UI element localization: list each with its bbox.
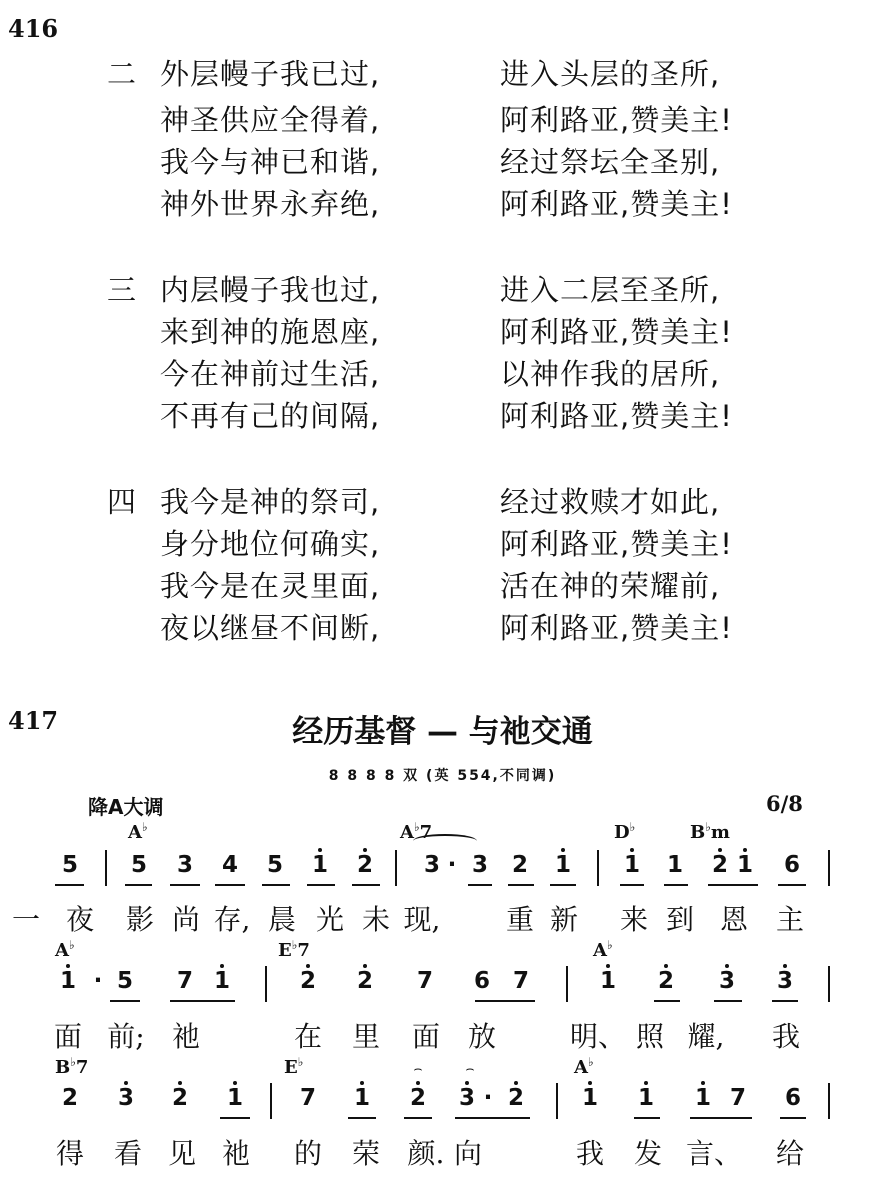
jianpu-note: 2 — [409, 1085, 426, 1111]
lyric-line: 阿利路亚,赞美主! — [500, 315, 733, 349]
bar-line — [270, 1083, 272, 1119]
score-lyric: 祂 — [171, 1020, 200, 1053]
octave-dot-high — [360, 1081, 364, 1085]
bar-line — [566, 966, 568, 1002]
tie-arc — [413, 834, 477, 848]
lyric-line: 内层幔子我也过, — [160, 273, 381, 307]
score-lyric: 前; — [107, 1020, 145, 1053]
octave-dot-high — [306, 964, 310, 968]
score-lyric: 未 — [361, 903, 390, 936]
beam-underline — [110, 1000, 140, 1002]
beam-underline — [550, 884, 576, 886]
score-lyric: 向 — [453, 1137, 482, 1170]
jianpu-note: · — [483, 1085, 493, 1111]
score-lyric: 荣 — [351, 1137, 380, 1170]
lyric-line: 阿利路亚,赞美主! — [500, 399, 733, 433]
meter-label: 8 8 8 8 双 (英 554,不同调) — [328, 768, 557, 784]
fermata-icon: ⌢ — [413, 1061, 423, 1077]
score-lyric: 发 — [633, 1137, 662, 1170]
jianpu-note: 1 — [581, 1085, 598, 1111]
octave-dot-high — [178, 1081, 182, 1085]
jianpu-note: 1 — [311, 852, 328, 878]
score-lyric: 存, — [213, 903, 251, 936]
beam-underline — [307, 884, 335, 886]
jianpu-note: 6 — [783, 852, 800, 878]
lyric-line: 经过祭坛全圣别, — [500, 145, 721, 179]
stanza-number: 二 — [107, 57, 137, 91]
chord-symbol: A♭ — [574, 1055, 594, 1078]
score-lyric: 光 — [315, 903, 344, 936]
jianpu-note: 7 — [729, 1085, 746, 1111]
octave-dot-high — [664, 964, 668, 968]
fermata-icon: ⌢ — [465, 1061, 475, 1077]
score-lyric: 面 — [411, 1020, 440, 1053]
score-lyric: 来 — [619, 903, 648, 936]
score-lyric: 明、 — [570, 1020, 627, 1053]
octave-dot-high — [644, 1081, 648, 1085]
jianpu-note: 1 — [736, 852, 753, 878]
score-lyric: 一 — [11, 903, 40, 936]
beam-underline — [455, 1117, 530, 1119]
bar-line — [556, 1083, 558, 1119]
beam-underline — [468, 884, 492, 886]
beam-underline — [352, 884, 380, 886]
jianpu-note: 3 — [776, 968, 793, 994]
chord-symbol: E♭7 — [278, 938, 310, 961]
beam-underline — [714, 1000, 742, 1002]
beam-underline — [634, 1117, 660, 1119]
jianpu-note: 2 — [657, 968, 674, 994]
octave-dot-high — [66, 964, 70, 968]
stanza-number: 三 — [107, 273, 137, 307]
score-lyric: 祂 — [221, 1137, 250, 1170]
octave-dot-high — [701, 1081, 705, 1085]
beam-underline — [55, 884, 84, 886]
octave-dot-high — [124, 1081, 128, 1085]
beam-underline — [620, 884, 644, 886]
lyric-line: 进入二层至圣所, — [500, 273, 721, 307]
jianpu-note: 2 — [299, 968, 316, 994]
score-lyric: 我 — [771, 1020, 800, 1053]
jianpu-note: 7 — [416, 968, 433, 994]
jianpu-note: 1 — [637, 1085, 654, 1111]
lyric-line: 进入头层的圣所, — [500, 57, 721, 91]
octave-dot-high — [561, 848, 565, 852]
jianpu-note: 1 — [554, 852, 571, 878]
jianpu-note: · — [93, 968, 103, 994]
stanza-number: 四 — [107, 485, 137, 519]
beam-underline — [654, 1000, 680, 1002]
beam-underline — [215, 884, 245, 886]
hymn-number-416: 416 — [8, 14, 59, 43]
lyric-line: 以神作我的居所, — [500, 357, 721, 391]
score-lyric: 我 — [575, 1137, 604, 1170]
beam-underline — [220, 1117, 250, 1119]
jianpu-note: 2 — [511, 852, 528, 878]
score-lyric: 看 — [113, 1137, 142, 1170]
score-lyric: 尚 — [171, 903, 200, 936]
beam-underline — [262, 884, 290, 886]
score-lyric: 面 — [53, 1020, 82, 1053]
octave-dot-high — [363, 964, 367, 968]
beam-underline — [780, 1117, 806, 1119]
jianpu-note: 7 — [512, 968, 529, 994]
bar-line — [395, 850, 397, 886]
jianpu-note: 3 — [117, 1085, 134, 1111]
chord-symbol: A♭ — [128, 820, 148, 843]
lyric-line: 我今与神已和谐, — [160, 145, 381, 179]
chord-symbol: A♭ — [55, 938, 75, 961]
lyric-line: 身分地位何确实, — [160, 527, 381, 561]
score-lyric: 放 — [467, 1020, 496, 1053]
jianpu-note: 4 — [221, 852, 238, 878]
bar-line — [828, 1083, 830, 1119]
lyric-line: 阿利路亚,赞美主! — [500, 103, 733, 137]
jianpu-note: 2 — [171, 1085, 188, 1111]
score-lyric: 言、 — [686, 1137, 743, 1170]
jianpu-note: 1 — [623, 852, 640, 878]
score-lyric: 恩 — [719, 903, 748, 936]
beam-underline — [708, 884, 758, 886]
chord-symbol: A♭ — [593, 938, 613, 961]
score-lyric: 给 — [775, 1137, 804, 1170]
jianpu-note: 1 — [213, 968, 230, 994]
jianpu-note: 5 — [116, 968, 133, 994]
chord-symbol: D♭ — [614, 820, 636, 843]
lyric-line: 今在神前过生活, — [160, 357, 381, 391]
score-lyric: 在 — [293, 1020, 322, 1053]
jianpu-note: 1 — [353, 1085, 370, 1111]
jianpu-note: 5 — [130, 852, 147, 878]
octave-dot-high — [743, 848, 747, 852]
jianpu-note: 3 — [423, 852, 440, 878]
beam-underline — [772, 1000, 798, 1002]
octave-dot-high — [630, 848, 634, 852]
jianpu-note: 2 — [711, 852, 728, 878]
score-lyric: 的 — [293, 1137, 322, 1170]
jianpu-note: 7 — [176, 968, 193, 994]
jianpu-note: 6 — [473, 968, 490, 994]
octave-dot-high — [514, 1081, 518, 1085]
lyric-line: 活在神的荣耀前, — [500, 569, 721, 603]
score-lyric: 见 — [167, 1137, 196, 1170]
beam-underline — [690, 1117, 752, 1119]
score-lyric: 影 — [125, 903, 154, 936]
score-lyric: 晨 — [267, 903, 296, 936]
score-lyric: 主 — [775, 903, 804, 936]
jianpu-note: 1 — [59, 968, 76, 994]
jianpu-note: 3 — [176, 852, 193, 878]
lyric-line: 经过救赎才如此, — [500, 485, 721, 519]
lyric-line: 阿利路亚,赞美主! — [500, 611, 733, 645]
bar-line — [828, 966, 830, 1002]
bar-line — [597, 850, 599, 886]
octave-dot-high — [606, 964, 610, 968]
beam-underline — [664, 884, 688, 886]
jianpu-note: 2 — [356, 968, 373, 994]
bar-line — [105, 850, 107, 886]
jianpu-note: 5 — [61, 852, 78, 878]
score-lyric: 新 — [549, 903, 578, 936]
jianpu-note: 6 — [784, 1085, 801, 1111]
lyric-line: 不再有己的间隔, — [160, 399, 381, 433]
jianpu-note: 1 — [666, 852, 683, 878]
bar-line — [265, 966, 267, 1002]
lyric-line: 我今是在灵里面, — [160, 569, 381, 603]
lyric-line: 阿利路亚,赞美主! — [500, 527, 733, 561]
beam-underline — [404, 1117, 432, 1119]
jianpu-note: 2 — [356, 852, 373, 878]
chord-symbol: A♭7 — [400, 820, 433, 843]
octave-dot-high — [783, 964, 787, 968]
hymn-number-417: 417 — [8, 706, 59, 735]
jianpu-note: 1 — [599, 968, 616, 994]
jianpu-note: · — [447, 852, 457, 878]
lyric-line: 夜以继昼不间断, — [160, 611, 381, 645]
lyric-line: 外层幔子我已过, — [160, 57, 381, 91]
time-signature: 6/8 — [766, 791, 803, 816]
score-lyric: 耀, — [687, 1020, 725, 1053]
score-lyric: 到 — [665, 903, 694, 936]
score-lyric: 照 — [635, 1020, 664, 1053]
score-lyric: 颜. — [407, 1137, 445, 1170]
octave-dot-high — [725, 964, 729, 968]
beam-underline — [508, 884, 534, 886]
octave-dot-high — [318, 848, 322, 852]
lyric-line: 来到神的施恩座, — [160, 315, 381, 349]
lyric-line: 神圣供应全得着, — [160, 103, 381, 137]
beam-underline — [170, 884, 200, 886]
jianpu-note: 1 — [694, 1085, 711, 1111]
octave-dot-high — [465, 1081, 469, 1085]
beam-underline — [475, 1000, 535, 1002]
octave-dot-high — [363, 848, 367, 852]
chord-symbol: E♭ — [284, 1055, 304, 1078]
jianpu-note: 5 — [266, 852, 283, 878]
lyric-line: 阿利路亚,赞美主! — [500, 187, 733, 221]
bar-line — [828, 850, 830, 886]
jianpu-note: 3 — [458, 1085, 475, 1111]
beam-underline — [125, 884, 152, 886]
jianpu-note: 7 — [299, 1085, 316, 1111]
beam-underline — [778, 884, 806, 886]
jianpu-note: 2 — [61, 1085, 78, 1111]
lyric-line: 我今是神的祭司, — [160, 485, 381, 519]
score-lyric: 现, — [403, 903, 441, 936]
key-signature: 降A大调 — [88, 795, 164, 819]
beam-underline — [348, 1117, 376, 1119]
octave-dot-high — [220, 964, 224, 968]
octave-dot-high — [718, 848, 722, 852]
score-lyric: 得 — [55, 1137, 84, 1170]
chord-symbol: B♭m — [690, 820, 730, 843]
score-lyric: 夜 — [65, 903, 94, 936]
jianpu-note: 3 — [718, 968, 735, 994]
beam-underline — [170, 1000, 235, 1002]
octave-dot-high — [233, 1081, 237, 1085]
chord-symbol: B♭7 — [55, 1055, 89, 1078]
lyric-line: 神外世界永弃绝, — [160, 187, 381, 221]
jianpu-note: 3 — [471, 852, 488, 878]
score-lyric: 里 — [351, 1020, 380, 1053]
octave-dot-high — [588, 1081, 592, 1085]
jianpu-note: 1 — [226, 1085, 243, 1111]
octave-dot-high — [416, 1081, 420, 1085]
hymn-title: 经历基督 — 与祂交通 — [292, 714, 593, 750]
jianpu-note: 2 — [507, 1085, 524, 1111]
score-lyric: 重 — [505, 903, 534, 936]
